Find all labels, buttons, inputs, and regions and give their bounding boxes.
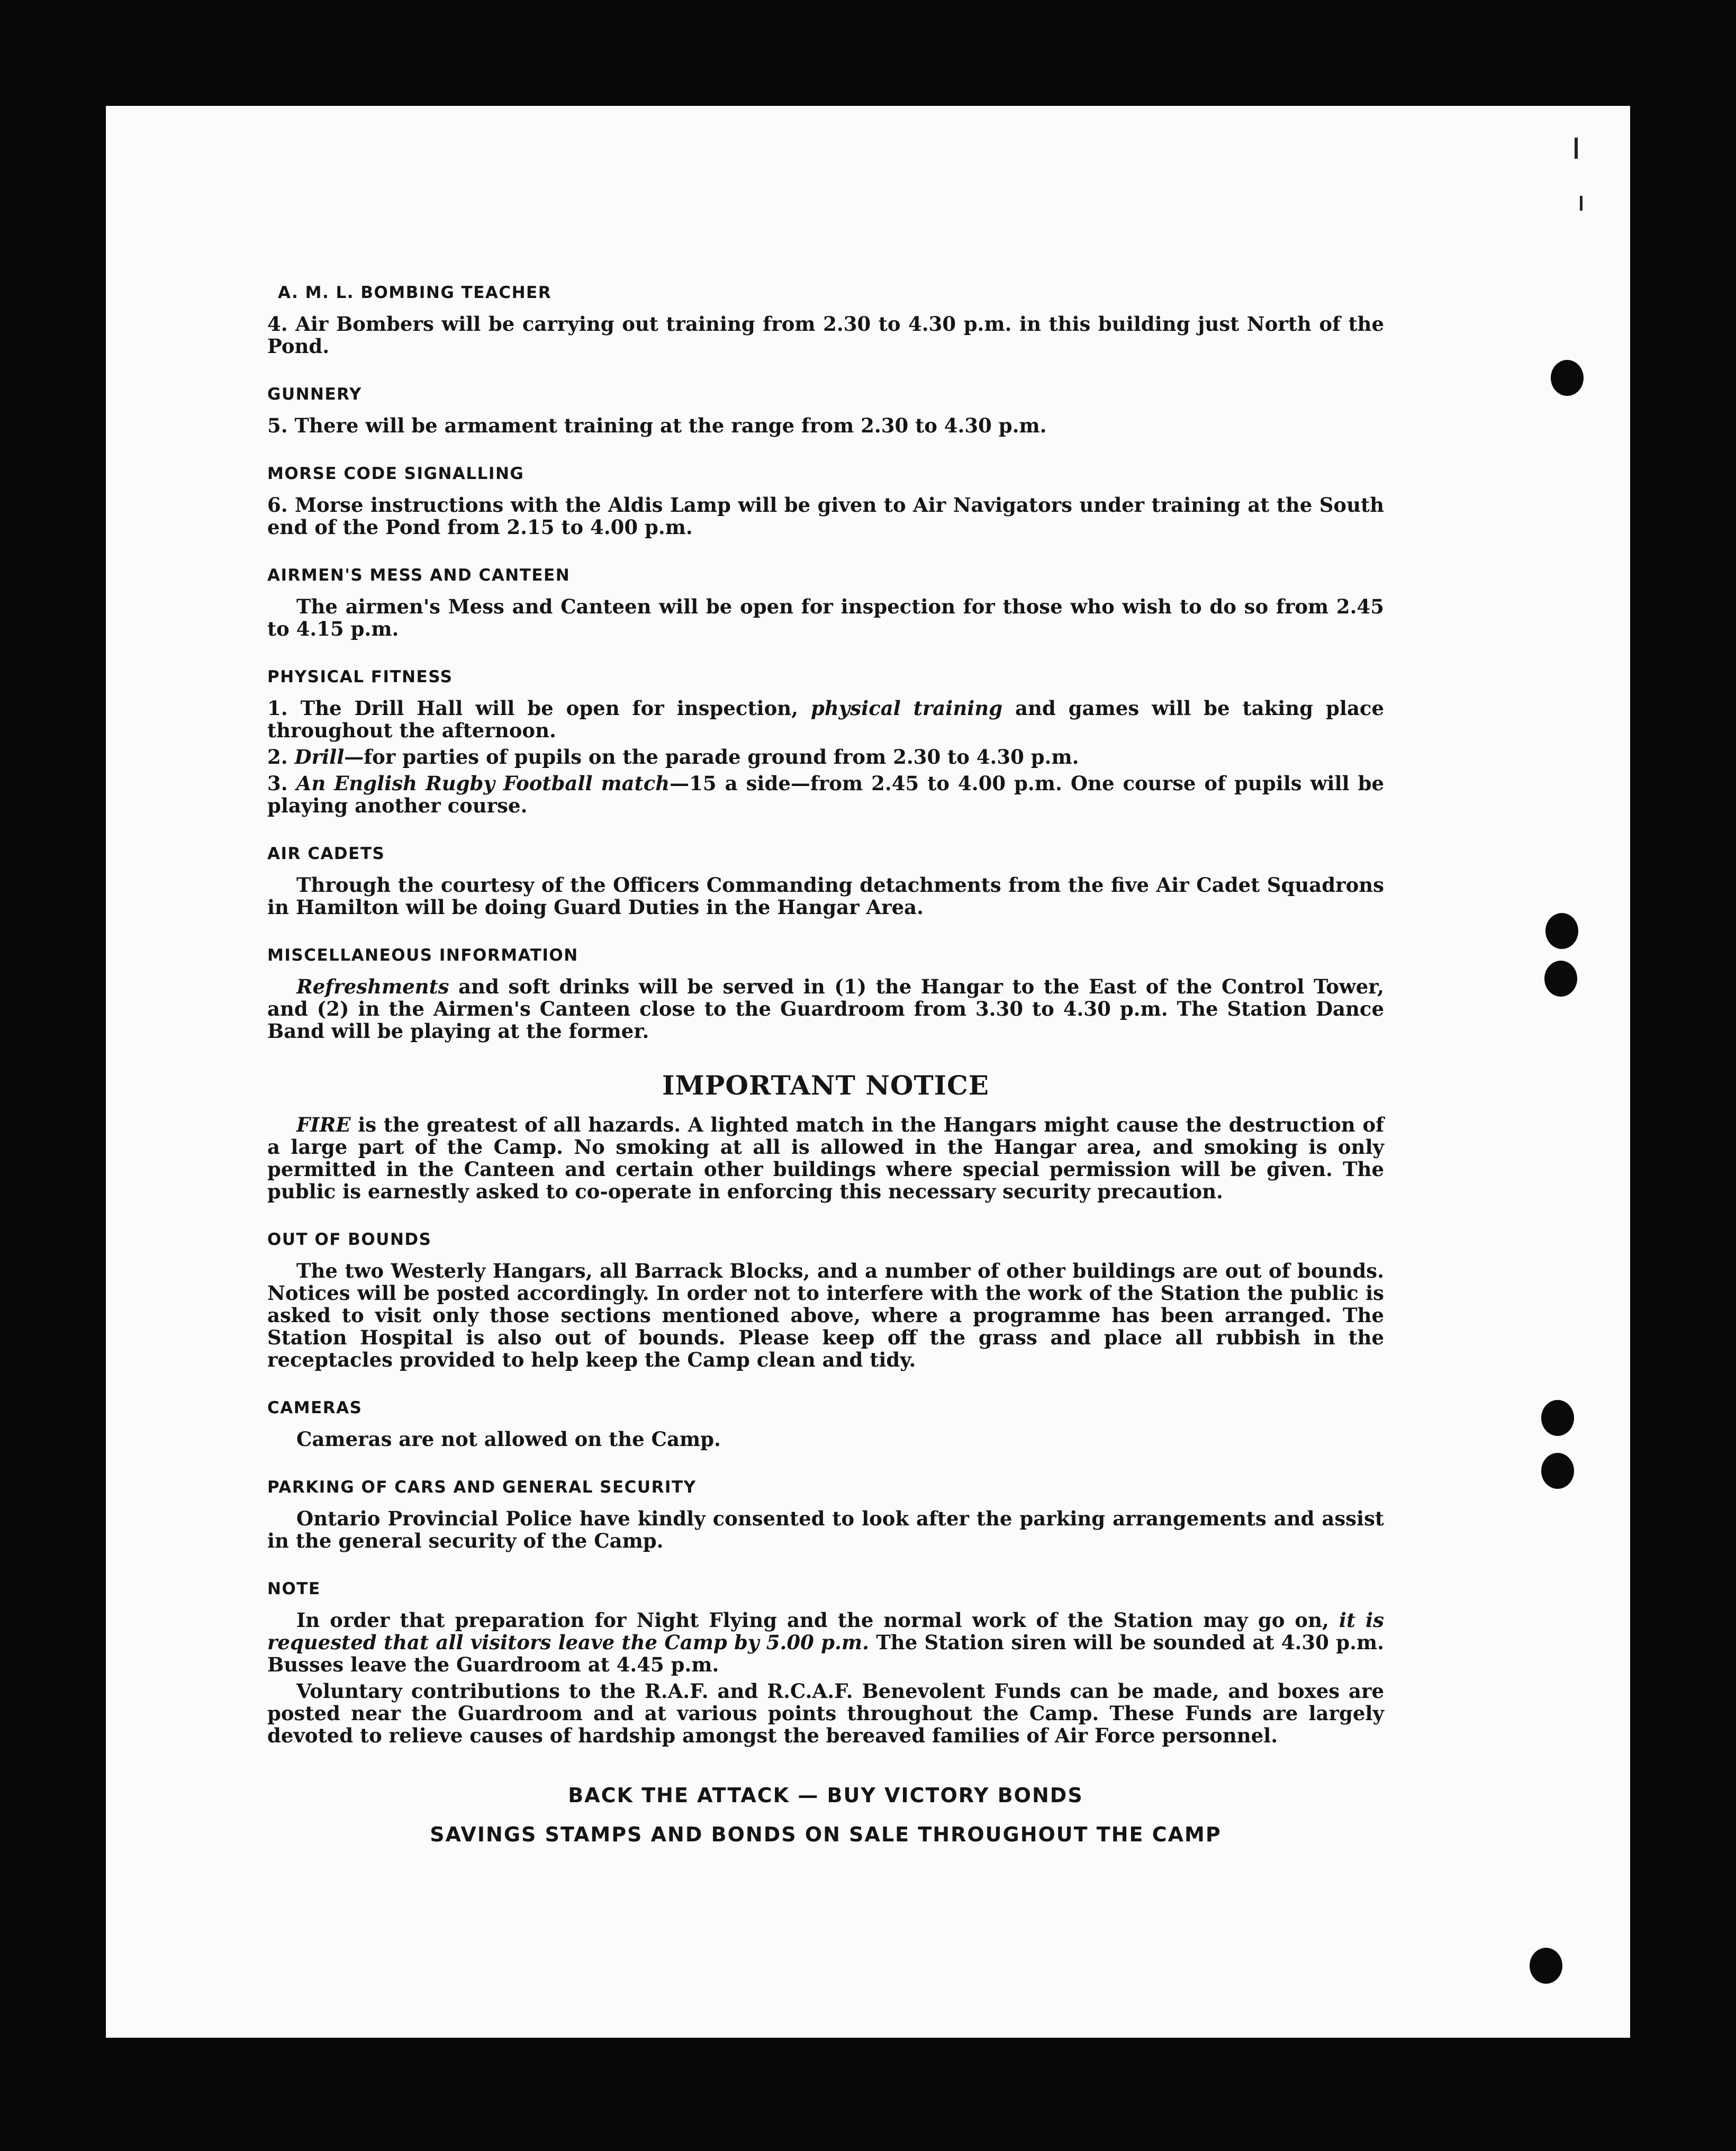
section-paragraph [267, 414, 1384, 437]
section-paragraph [267, 1260, 1384, 1371]
section-paragraph [267, 746, 1384, 768]
section-paragraph [267, 1428, 1384, 1450]
paragraph-text: and games will be taking place throughout the afternoon. [267, 697, 1384, 742]
section [267, 946, 1384, 1042]
punch-hole [1545, 913, 1578, 949]
paragraph-emphasis: physical training [811, 697, 1003, 720]
section [267, 283, 1384, 357]
paragraph-text: 4. Air Bombers will be carrying out training from 2.30 to 4.30 p.m. in this building just North of the Pond. [267, 312, 1384, 358]
paragraph-text: 5. There will be armament training at the range from 2.30 to 4.30 p.m. [267, 414, 1047, 437]
section-paragraph [267, 874, 1384, 918]
punch-hole [1541, 1400, 1574, 1436]
section [267, 844, 1384, 918]
paragraph-text: and soft drinks will be served in (1) the Hangar to the East of the Control Tower, and (2) in the Airmen's Canteen close to the Guardroom from 3.30 to 4.30 p.m. The Station Dance Band will be playing at the former. [267, 975, 1384, 1043]
sections-after [267, 1230, 1384, 1747]
paragraph-text: The airmen's Mess and Canteen will be open for inspection for those who wish to do so from 2.45 to 4.15 p.m. [267, 595, 1384, 640]
victory-bonds-slogan: BACK THE ATTACK — BUY VICTORY BONDS [568, 1784, 1083, 1807]
important-notice-title: IMPORTANT NOTICE [662, 1070, 989, 1101]
paragraph-text: The two Westerly Hangars, all Barrack Blocks, and a number of other buildings are out of bounds. Notices will be posted accordingly. In order not to interfere with the work of the Station the public is asked to visit only those sections mentioned above, where a programme has been arranged. The Station Hospital is also out of bounds. Please keep off the grass and place all rubbish in the receptacles provided to help keep the Camp clean and tidy. [267, 1259, 1384, 1371]
paragraph-text: —15 a side—from 2.45 to 4.00 p.m. One course of pupils will be playing another course. [267, 772, 1384, 817]
section-paragraph [267, 975, 1384, 1042]
paragraph-text: Through the courtesy of the Officers Commanding detachments from the five Air Cadet Squadrons in Hamilton will be doing Guard Duties in the Hangar Area. [267, 873, 1384, 919]
section-heading: NOTE [267, 1579, 321, 1598]
important-notice-text: is the greatest of all hazards. A lighted match in the Hangars might cause the destruction of a large part of the Camp. No smoking at all is allowed in the Hangar area, and smoking is only permitted in the Canteen and certain other buildings where special permission will be given. The public is earnestly asked to co-operate in enforcing this necessary security precaution. [267, 1113, 1384, 1203]
document-body [267, 283, 1384, 1862]
section-paragraph [267, 1507, 1384, 1552]
paragraph-text: —for parties of pupils on the parade ground from 2.30 to 4.30 p.m. [344, 745, 1079, 769]
section-heading: AIR CADETS [267, 844, 385, 863]
section-paragraph [267, 595, 1384, 640]
paragraph-text: Voluntary contributions to the R.A.F. and R.C.A.F. Benevolent Funds can be made, and boxes are posted near the Guardroom and at various points throughout the Camp. These Funds are largely devoted to relieve causes of hardship amongst the bereaved families of Air Force personnel. [267, 1679, 1384, 1747]
punch-hole [1551, 360, 1584, 396]
punch-hole [1530, 1948, 1562, 1984]
section-paragraph [267, 772, 1384, 817]
section-heading: A. M. L. BOMBING TEACHER [278, 283, 552, 302]
section-heading: GUNNERY [267, 385, 362, 404]
section-paragraph [267, 1680, 1384, 1747]
sections-before [267, 283, 1384, 1042]
paragraph-text: 3. [267, 772, 296, 795]
important-notice-paragraph [267, 1114, 1384, 1203]
section [267, 385, 1384, 437]
section [267, 566, 1384, 640]
paragraph-text: 6. Morse instructions with the Aldis Lamp will be given to Air Navigators under training at the South end of the Pond from 2.15 to 4.00 p.m. [267, 493, 1384, 539]
paragraph-text: The Station siren will be sounded at 4.30 p.m. Busses leave the Guardroom at 4.45 p.m. [267, 1631, 1384, 1676]
important-notice-section [267, 1070, 1384, 1203]
section-heading: MISCELLANEOUS INFORMATION [267, 946, 578, 965]
section-heading: AIRMEN'S MESS AND CANTEEN [267, 566, 571, 585]
punch-hole [1544, 961, 1577, 997]
section [267, 464, 1384, 538]
section [267, 1230, 1384, 1371]
paragraph-emphasis: it is requested that all visitors leave the Camp by 5.00 p.m. [267, 1608, 1384, 1654]
paragraph-emphasis: Refreshments [296, 975, 449, 998]
paragraph-emphasis: An English Rugby Football match [296, 772, 670, 795]
section-paragraph [267, 494, 1384, 538]
section-paragraph [267, 1609, 1384, 1676]
paper-nick [1575, 138, 1578, 159]
paragraph-text: 2. [267, 745, 295, 769]
section [267, 1579, 1384, 1747]
section [267, 1398, 1384, 1450]
paragraph-text: Cameras are not allowed on the Camp. [296, 1427, 721, 1451]
section-paragraph [267, 697, 1384, 742]
savings-stamps-line: SAVINGS STAMPS AND BONDS ON SALE THROUGHOUT THE CAMP [430, 1823, 1222, 1846]
paragraph-emphasis: Drill [294, 745, 345, 769]
paragraph-text: Ontario Provincial Police have kindly consented to look after the parking arrangements and assist in the general security of the Camp. [267, 1507, 1384, 1552]
section-paragraph [267, 313, 1384, 357]
section-heading: OUT OF BOUNDS [267, 1230, 432, 1249]
section-heading: CAMERAS [267, 1398, 363, 1417]
section [267, 667, 1384, 817]
paragraph-text: 1. The Drill Hall will be open for inspection, [267, 697, 811, 720]
section [267, 1478, 1384, 1552]
punch-hole [1541, 1453, 1574, 1489]
paper-nick [1580, 196, 1583, 211]
section-heading: PHYSICAL FITNESS [267, 667, 453, 686]
footer [267, 1784, 1384, 1846]
section-heading: PARKING OF CARS AND GENERAL SECURITY [267, 1478, 697, 1497]
paragraph-text: In order that preparation for Night Flying and the normal work of the Station may go on, [296, 1608, 1339, 1632]
fire-emphasis: FIRE [296, 1113, 351, 1136]
section-heading: MORSE CODE SIGNALLING [267, 464, 525, 483]
